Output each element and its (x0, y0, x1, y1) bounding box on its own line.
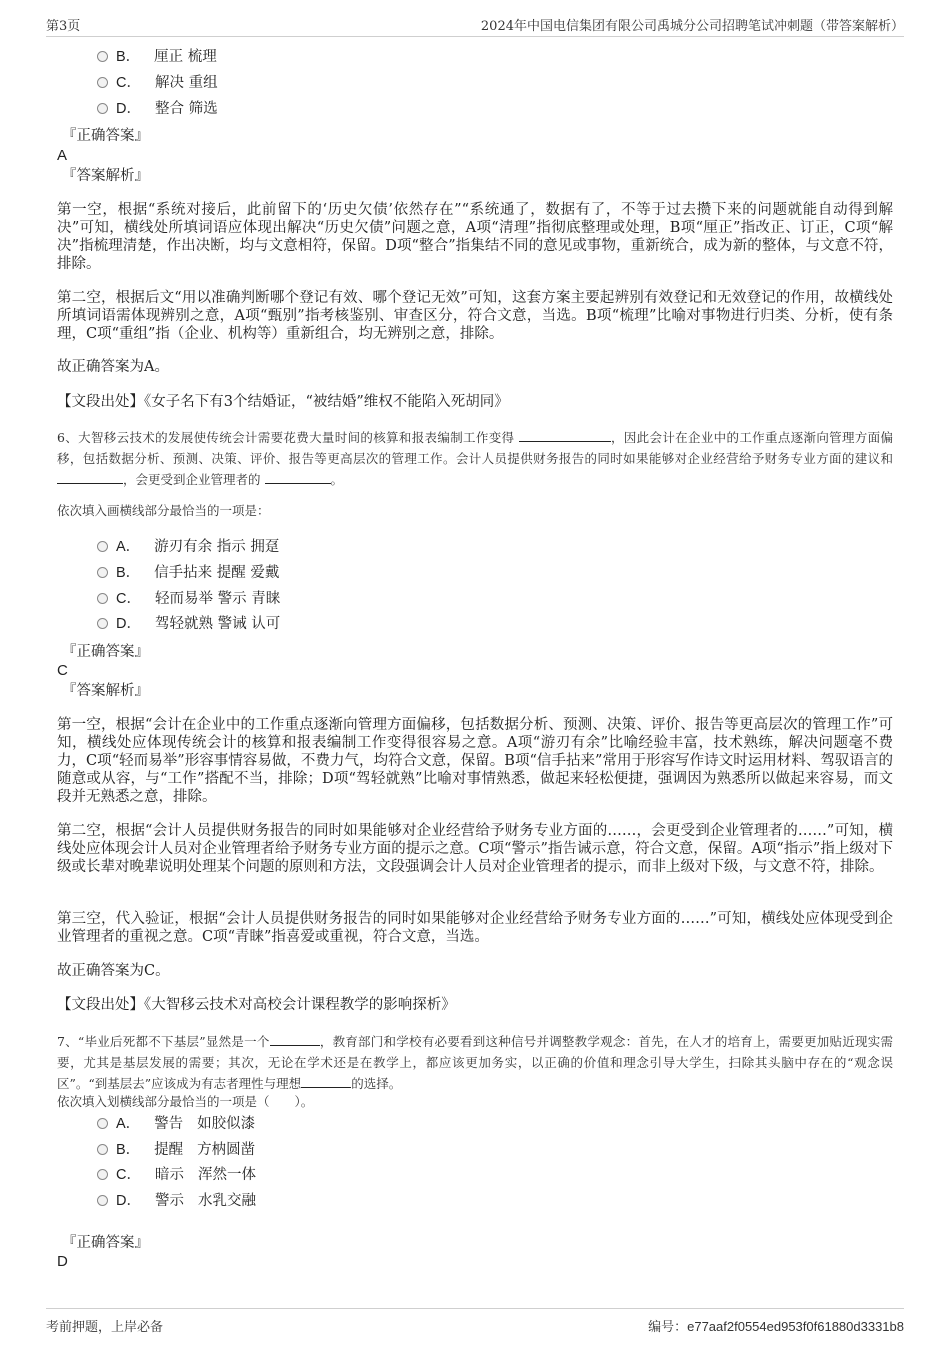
document-title: 2024年中国电信集团有限公司禹城分公司招聘笔试冲刺题（带答案解析） (480, 19, 904, 34)
blank-1 (270, 1032, 320, 1046)
q6-analysis-para-1: 第一空，根据“会计在企业中的工作重点逐渐向管理方面偏移，包括数据分析、预测、决策、评价、报告等更高层次的管理工作”可知，横线处应体现传统会计的核算和报表编制工作变得很容易之意。A项“游刃有余”比喻经验丰富，技术熟练，解决问题毫不费力，C项“轻而易举”形容事情容易做，不费力气，均符合文意，保留。B项“信手拈来”常用于形容写作诗文时运用材料、驾驭语言的随意或从容，与“工作”搭配不当，排除；D项“驾轻就熟”比喻对事情熟悉，做起来轻松便捷，强调因为熟悉所以做起来容易，而文段并无熟悉之意，排除。 (57, 717, 893, 805)
q6-instruction: 依次填入画横线部分最恰当的一项是： (57, 503, 270, 518)
footer-slogan: 考前押题，上岸必备 (46, 1320, 164, 1335)
radio-icon[interactable] (97, 77, 108, 88)
q6-conclusion: 故正确答案为C。 (57, 963, 170, 979)
radio-icon[interactable] (97, 1118, 108, 1129)
radio-icon[interactable] (97, 103, 108, 114)
radio-icon[interactable] (97, 1195, 108, 1206)
q5-answer: A (57, 147, 68, 164)
radio-icon[interactable] (97, 541, 108, 552)
q6-option-c[interactable]: C． 轻而易举 警示 青睐 (97, 589, 280, 609)
q5-answer-label: 『正确答案』 (62, 128, 149, 144)
q6-option-b[interactable]: B． 信手拈来 提醒 爱戴 (97, 563, 279, 583)
radio-icon[interactable] (97, 51, 108, 62)
q7-answer-label: 『正确答案』 (62, 1235, 149, 1251)
q5-conclusion: 故正确答案为A。 (57, 359, 169, 375)
radio-icon[interactable] (97, 618, 108, 629)
radio-icon[interactable] (97, 1169, 108, 1180)
blank-2 (301, 1074, 351, 1088)
q6-analysis-para-3: 第三空，代入验证，根据“会计人员提供财务报告的同时如果能够对企业经营给予财务专业方面的……”可知，横线处应体现受到企业管理者的重视之意。C项“青睐”指喜爱或重视，符合文意，当选。 (57, 911, 893, 945)
q5-analysis-para-1: 第一空，根据“系统对接后，此前留下的‘历史欠债’依然存在”“系统通了，数据有了，不等于过去攒下来的问题就能自动得到解决”可知，横线处所填词语应体现出解决“历史欠债”问题之意，A项“清理”指彻底整理或处理，B项“厘正”指改正、订正，C项“解决”指梳理清楚，作出决断，均与文意相符，保留。D项“整合”指集结不同的意见或事物，重新统合，成为新的整体，与文意不符，排除。 (57, 202, 893, 272)
q5-analysis-label: 『答案解析』 (62, 168, 149, 184)
q5-source: 【文段出处】《女子名下有3个结婚证，“被结婚”维权不能陷入死胡同》 (57, 394, 509, 410)
document-code: 编号：e77aaf2f0554ed953f0f61880d3331b8 (648, 1319, 904, 1334)
blank-2 (57, 470, 123, 484)
radio-icon[interactable] (97, 593, 108, 604)
blank-1 (519, 428, 611, 442)
q7-answer: D (57, 1253, 68, 1270)
q6-answer-label: 『正确答案』 (62, 644, 149, 660)
page-header (46, 12, 904, 37)
q5-option-d[interactable]: D． 整合 筛选 (97, 99, 218, 119)
q6-analysis-label: 『答案解析』 (62, 683, 149, 699)
q7-option-a[interactable]: A． 警告 如胶似漆 (97, 1114, 255, 1134)
q5-analysis-para-2: 第二空，根据后文“用以准确判断哪个登记有效、哪个登记无效”可知，这套方案主要起辨别有效登记和无效登记的作用，故横线处所填词语需体现辨别之意，A项“甄别”指考核鉴别、审查区分，符合文意，当选。B项“梳理”比喻对事物进行归类、分析，使有条理，C项“重组”指（企业、机构等）重新组合，均无辨别之意，排除。 (57, 290, 893, 342)
page-footer (46, 1308, 904, 1337)
q7-instruction: 依次填入划横线部分最恰当的一项是（ ）。 (57, 1094, 314, 1109)
blank-3 (265, 470, 331, 484)
q6-analysis-para-2: 第二空，根据“会计人员提供财务报告的同时如果能够对企业经营给予财务专业方面的……，会更受到企业管理者的……”可知，横线处应体现会计人员对企业管理者给予财务专业方面的提示之意。C项“警示”指告诫示意，符合文意，保留。A项“指示”指上级对下级或长辈对晚辈说明处理某个问题的原则和方法，文段强调会计人员对企业管理者的提示，而非上级对下级，与文意不符，排除。 (57, 823, 893, 875)
q6-source: 【文段出处】《大智移云技术对高校会计课程教学的影响探析》 (57, 997, 456, 1013)
q7-question: 7、“毕业后死都不下基层”显然是一个 ，教育部门和学校有必要看到这种信号并调整教学观念：首先，在人才的培育上，需要更加贴近现实需要，尤其是基层发展的需要；其次，无论在学术还是在教学上，都应该更加务实，以正确的价值和理念引导大学生，扫除其头脑中存在的“观念误区”。“到基层去”应该成为有志者理性与理想 的选择。 (57, 1034, 893, 1091)
q7-option-c[interactable]: C． 暗示 浑然一体 (97, 1165, 256, 1185)
page-number: 第3页 (46, 19, 81, 34)
q6-question: 6、大智移云技术的发展使传统会计需要花费大量时间的核算和报表编制工作变得 ，因此会计在企业中的工作重点逐渐向管理方面偏移，包括数据分析、预测、决策、评价、报告等更高层次的管理工作。会计人员提供财务报告的同时如果能够对企业经营给予财务专业方面的建议和 ，会更受到企业管理者的 。 (57, 430, 893, 487)
q5-option-b[interactable]: B． 厘正 梳理 (97, 47, 217, 67)
q5-option-c[interactable]: C． 解决 重组 (97, 73, 218, 93)
radio-icon[interactable] (97, 567, 108, 578)
radio-icon[interactable] (97, 1144, 108, 1155)
q7-option-b[interactable]: B． 提醒 方枘圆凿 (97, 1140, 255, 1160)
q6-option-d[interactable]: D． 驾轻就熟 警诫 认可 (97, 614, 280, 634)
q6-option-a[interactable]: A． 游刃有余 指示 拥趸 (97, 537, 279, 557)
q7-option-d[interactable]: D． 警示 水乳交融 (97, 1191, 256, 1211)
q6-answer: C (57, 662, 68, 679)
